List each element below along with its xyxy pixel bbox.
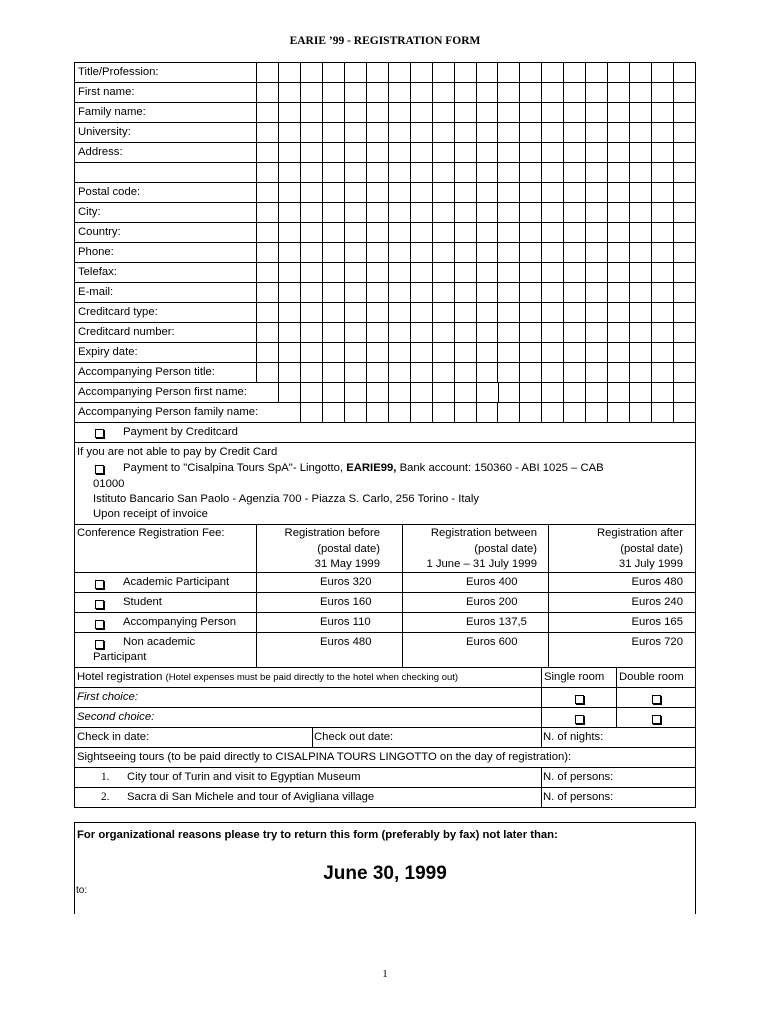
- character-boxes[interactable]: [256, 323, 695, 342]
- tour-number: 1.: [101, 771, 110, 783]
- fee-header-after-l2: (postal date): [620, 543, 683, 555]
- fee-header-between-l3: 1 June – 31 July 1999: [426, 558, 537, 570]
- single-room-label: Single room: [544, 671, 605, 683]
- fee-row: [75, 613, 695, 633]
- to-label: to:: [76, 885, 88, 896]
- character-boxes[interactable]: [278, 383, 695, 402]
- tour-persons-field[interactable]: N. of persons:: [543, 771, 614, 783]
- fee-option-label: Academic Participant: [123, 576, 230, 588]
- alt-payment-block: [75, 443, 695, 525]
- fee-header-row: [75, 525, 695, 573]
- second-single-checkbox[interactable]: [575, 715, 584, 724]
- second-choice-label: Second choice:: [77, 711, 155, 723]
- double-room-label: Double room: [619, 671, 684, 683]
- field-label: Creditcard number:: [78, 326, 175, 338]
- hotel-header-row: [75, 668, 695, 688]
- fee-after-value: Euros 480: [631, 576, 683, 588]
- return-notice: For organizational reasons please try to return this form (preferably by fax) not later than:: [77, 829, 558, 841]
- fee-after-value: Euros 720: [631, 636, 683, 648]
- field-row[interactable]: [75, 223, 695, 243]
- character-boxes[interactable]: [256, 203, 695, 222]
- field-label: Family name:: [78, 106, 146, 118]
- fee-option-label: Non academic: [123, 636, 196, 648]
- page-number: 1: [382, 968, 388, 980]
- fee-between-value: Euros 600: [466, 636, 518, 648]
- field-label: Accompanying Person first name:: [78, 386, 247, 398]
- nights-field[interactable]: N. of nights:: [543, 731, 604, 743]
- field-row[interactable]: [75, 263, 695, 283]
- fee-before-value: Euros 320: [320, 576, 372, 588]
- field-row[interactable]: [75, 363, 695, 383]
- field-label: University:: [78, 126, 131, 138]
- tour-persons-field[interactable]: N. of persons:: [543, 791, 614, 803]
- hotel-label: Hotel registration (Hotel expenses must be paid directly to the hotel when checking out): [77, 671, 459, 683]
- fee-header-before-l3: 31 May 1999: [314, 558, 380, 570]
- field-label: Phone:: [78, 246, 114, 258]
- field-row[interactable]: [75, 163, 695, 183]
- hotel-second-choice-row: [75, 708, 695, 728]
- field-row[interactable]: [75, 323, 695, 343]
- field-label: Country:: [78, 226, 121, 238]
- fee-between-value: Euros 400: [466, 576, 518, 588]
- character-boxes[interactable]: [256, 223, 695, 242]
- field-label: Accompanying Person title:: [78, 366, 215, 378]
- check-dates-row: [75, 728, 695, 748]
- fee-before-value: Euros 160: [320, 596, 372, 608]
- field-label: Postal code:: [78, 186, 141, 198]
- fee-option-label-cont: Participant: [93, 651, 147, 663]
- field-row[interactable]: [75, 403, 695, 423]
- tour-row-1: [75, 768, 695, 788]
- fee-option-checkbox[interactable]: [95, 620, 104, 629]
- fee-between-value: Euros 200: [466, 596, 518, 608]
- check-in-field[interactable]: Check in date:: [77, 731, 150, 743]
- character-boxes[interactable]: [256, 63, 695, 82]
- fee-option-label: Student: [123, 596, 162, 608]
- fee-option-label: Accompanying Person: [123, 616, 237, 628]
- return-notice-box: [74, 822, 696, 914]
- character-boxes[interactable]: [256, 163, 695, 182]
- fee-between-value: Euros 137,5: [466, 616, 527, 628]
- tour-number: 2.: [101, 791, 110, 803]
- tours-intro: Sightseeing tours (to be paid directly to CISALPINA TOURS LINGOTTO on the day of registration):: [77, 751, 572, 763]
- character-boxes[interactable]: [256, 183, 695, 202]
- fee-row: [75, 633, 695, 668]
- first-single-checkbox[interactable]: [575, 695, 584, 704]
- fee-before-value: Euros 480: [320, 636, 372, 648]
- fee-header-between: Registration between: [430, 527, 537, 539]
- field-label: Accompanying Person family name:: [78, 406, 259, 418]
- field-label: Title/Profession:: [78, 66, 159, 78]
- field-row[interactable]: [75, 283, 695, 303]
- form-title: EARIE ’99 - REGISTRATION FORM: [289, 35, 481, 47]
- field-label: Telefax:: [78, 266, 117, 278]
- fee-before-value: Euros 110: [320, 616, 371, 628]
- hotel-first-choice-row: [75, 688, 695, 708]
- fee-after-value: Euros 240: [631, 596, 683, 608]
- alt-payment-intro: If you are not able to pay by Credit Card: [77, 446, 278, 458]
- payment-creditcard-checkbox[interactable]: [95, 429, 104, 438]
- field-row[interactable]: [75, 203, 695, 223]
- payment-creditcard-label: Payment by Creditcard: [123, 426, 238, 438]
- fee-header-between-l2: (postal date): [474, 543, 537, 555]
- character-boxes[interactable]: [256, 263, 695, 282]
- alt-payment-line2: 01000: [93, 478, 125, 490]
- field-row[interactable]: [75, 243, 695, 263]
- character-boxes[interactable]: [300, 403, 695, 422]
- alt-payment-line1: Payment to "Cisalpina Tours SpA"- Lingotto, EARIE99, Bank account: 150360 - ABI 1025 – CAB: [123, 462, 604, 474]
- field-label: Creditcard type:: [78, 306, 158, 318]
- character-boxes[interactable]: [256, 103, 695, 122]
- field-label: Expiry date:: [78, 346, 138, 358]
- field-row[interactable]: [75, 383, 695, 403]
- fee-label: Conference Registration Fee:: [77, 527, 225, 539]
- alt-payment-line4: Upon receipt of invoice: [93, 508, 208, 520]
- field-label: First name:: [78, 86, 135, 98]
- fee-row: [75, 593, 695, 613]
- alt-payment-line3: Istituto Bancario San Paolo - Agenzia 700 - Piazza S. Carlo, 256 Torino - Italy: [93, 493, 479, 505]
- first-choice-label: First choice:: [77, 691, 138, 703]
- field-row[interactable]: [75, 183, 695, 203]
- fee-option-checkbox[interactable]: [95, 580, 104, 589]
- character-boxes[interactable]: [256, 283, 695, 302]
- field-row[interactable]: [75, 343, 695, 363]
- registration-table: [74, 62, 696, 808]
- character-boxes[interactable]: [256, 143, 695, 162]
- payment-bank-checkbox[interactable]: [95, 465, 104, 474]
- field-row[interactable]: [75, 63, 695, 83]
- tour-row-2: [75, 788, 695, 808]
- character-boxes[interactable]: [256, 123, 695, 142]
- second-double-checkbox[interactable]: [652, 715, 661, 724]
- first-double-checkbox[interactable]: [652, 695, 661, 704]
- character-boxes[interactable]: [256, 83, 695, 102]
- fee-header-after-l3: 31 July 1999: [618, 558, 683, 570]
- check-out-field[interactable]: Check out date:: [314, 731, 394, 743]
- tour-text: City tour of Turin and visit to Egyptian Museum: [127, 771, 361, 783]
- field-row[interactable]: [75, 303, 695, 323]
- payment-creditcard-row: [75, 423, 695, 443]
- field-row[interactable]: [75, 83, 695, 103]
- tour-text: Sacra di San Michele and tour of Avigliana village: [127, 791, 375, 803]
- character-boxes[interactable]: [256, 303, 695, 322]
- field-label: City:: [78, 206, 101, 218]
- fee-option-checkbox[interactable]: [95, 600, 104, 609]
- deadline-date: June 30, 1999: [323, 863, 447, 884]
- character-boxes[interactable]: [256, 243, 695, 262]
- fee-option-checkbox[interactable]: [95, 640, 104, 649]
- fee-header-before-l2: (postal date): [317, 543, 380, 555]
- fee-header-before: Registration before: [284, 527, 380, 539]
- tours-intro-row: [75, 748, 695, 768]
- field-label: Address:: [78, 146, 123, 158]
- field-row[interactable]: [75, 143, 695, 163]
- fee-header-after: Registration after: [596, 527, 683, 539]
- field-row[interactable]: [75, 123, 695, 143]
- character-boxes[interactable]: [256, 363, 695, 382]
- field-label: E-mail:: [78, 286, 114, 298]
- fee-after-value: Euros 165: [631, 616, 683, 628]
- field-row[interactable]: [75, 103, 695, 123]
- character-boxes[interactable]: [256, 343, 695, 362]
- fee-row: [75, 573, 695, 593]
